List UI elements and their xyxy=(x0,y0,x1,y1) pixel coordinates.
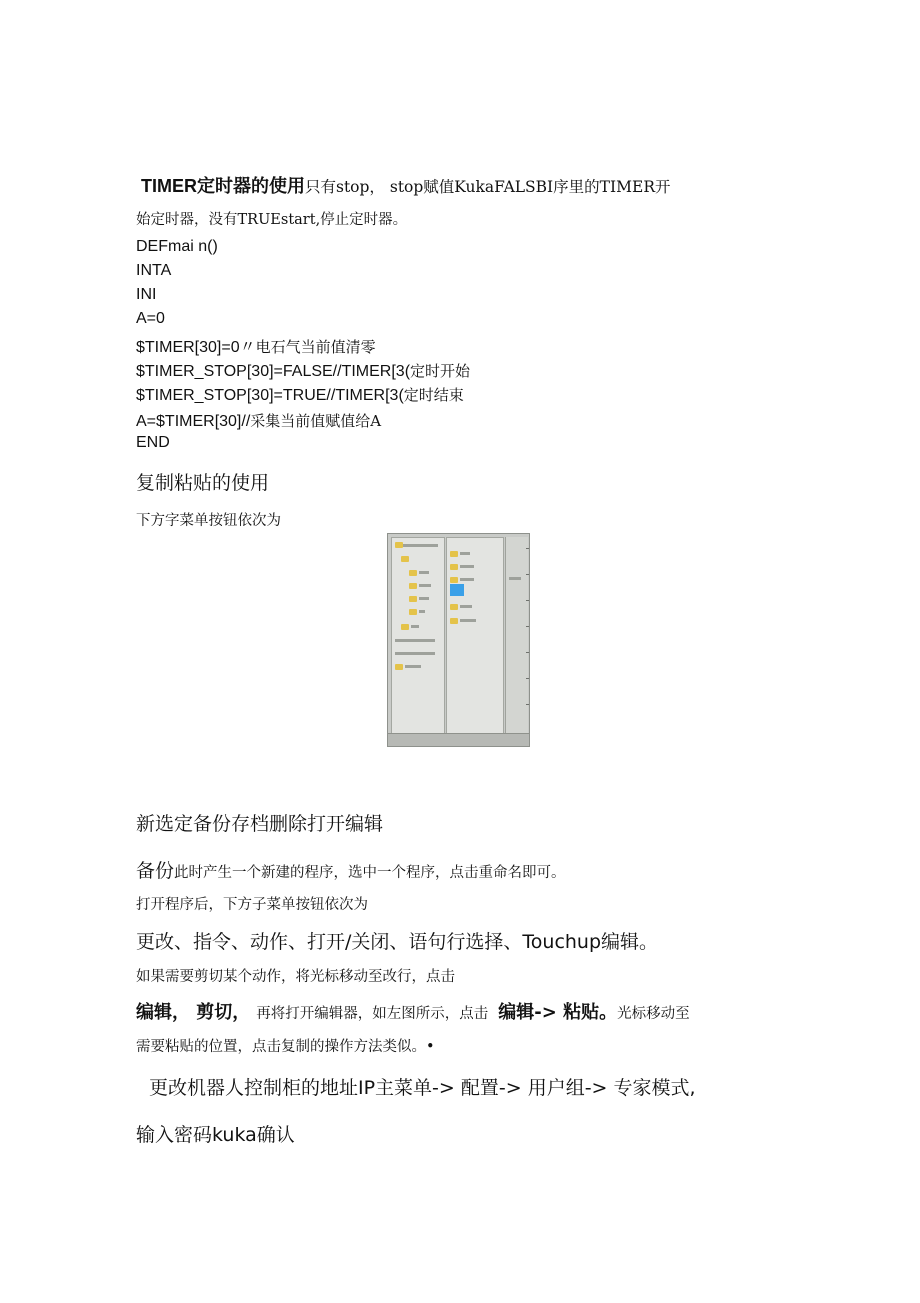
copy-paste-subtext: 下方字菜单按钮依次为 xyxy=(136,513,281,529)
folder-icon xyxy=(409,596,417,602)
bottom-softkey-bar xyxy=(388,733,530,746)
edit-paste-label: 编辑-> 粘贴。 xyxy=(498,1002,618,1023)
timer-heading-line xyxy=(141,172,671,198)
ip-line1: 更改机器人控制柜的地址IP主菜单-> 配置-> 用户组-> 专家模式, xyxy=(149,1077,696,1099)
folder-icon xyxy=(395,542,403,548)
code-line-code: A=0 xyxy=(136,310,165,327)
code-line xyxy=(136,360,470,381)
backup-desc: 此时产生一个新建的程序，选中一个程序，点击重命名即可。 xyxy=(174,865,566,881)
copy-paste-heading: 复制粘贴的使用 xyxy=(136,472,270,494)
folder-icon xyxy=(401,624,409,630)
code-line xyxy=(136,384,464,405)
file-icon xyxy=(450,618,458,624)
code-line xyxy=(136,262,171,280)
folder-tree-pane xyxy=(391,537,445,735)
code-line-comment: 电石气当前值清零 xyxy=(255,338,376,356)
code-line-code: INI xyxy=(136,286,157,303)
selected-file-highlight xyxy=(450,584,464,596)
edit-mid-text: 再将打开编辑器，如左图所示，点击 xyxy=(256,1006,489,1022)
side-button-bar xyxy=(505,537,528,733)
code-line-code: END xyxy=(136,434,170,451)
folder-icon xyxy=(409,570,417,576)
code-line-code: $TIMER_STOP[30]=FALSE//TIMER[3( xyxy=(136,363,411,380)
file-icon xyxy=(450,577,458,583)
cut-text: 如果需要剪切某个动作，将光标移动至改行，点击 xyxy=(136,969,455,985)
code-line xyxy=(136,310,165,328)
edit-line xyxy=(136,998,690,1024)
folder-icon xyxy=(409,583,417,589)
code-line-comment: 定时结束 xyxy=(403,386,464,404)
code-line-code: A=$TIMER[30]// xyxy=(136,413,251,430)
ip-line2: 输入密码kuka确认 xyxy=(136,1124,295,1146)
timer-heading-rest: 只有stop， stop赋值KukaFALSBI序里的TIMER开 xyxy=(305,178,671,196)
buttons-line: 更改、指令、动作、打开/关闭、语句行选择、Touchup编辑。 xyxy=(136,931,659,953)
code-line-code: DEFmai n() xyxy=(136,238,218,255)
code-line xyxy=(136,434,170,452)
code-line xyxy=(136,238,218,256)
folder-icon xyxy=(409,609,417,615)
edit-tail-text: 光标移动至 xyxy=(617,1006,690,1022)
code-line-code: INTA xyxy=(136,262,172,279)
code-line-code: $TIMER[30]=0〃 xyxy=(136,339,256,356)
folder-icon xyxy=(450,551,458,557)
folder-icon xyxy=(395,664,403,670)
edit-cut-label: 编辑， 剪切， xyxy=(136,1002,251,1023)
file-list-pane xyxy=(446,537,504,735)
code-line-comment: 采集当前值赋值给A xyxy=(250,412,382,430)
last-line: 需要粘贴的位置，点击复制的操作方法类似。• xyxy=(136,1039,435,1055)
code-line xyxy=(136,410,381,431)
file-icon xyxy=(450,564,458,570)
menu-heading: 新选定备份存档删除打开编辑 xyxy=(136,813,384,835)
open-text: 打开程序后，下方子菜单按钮依次为 xyxy=(136,897,368,913)
backup-line xyxy=(136,856,566,883)
code-line xyxy=(136,334,376,357)
folder-icon xyxy=(401,556,409,562)
timer-heading-bold: TIMER定时器的使用 xyxy=(141,176,305,196)
file-icon xyxy=(450,604,458,610)
code-line-code: $TIMER_STOP[30]=TRUE//TIMER[3( xyxy=(136,387,404,404)
code-line-comment: 定时开始 xyxy=(410,362,471,380)
file-manager-screenshot xyxy=(387,533,530,747)
code-line xyxy=(136,286,156,304)
backup-label: 备份 xyxy=(136,860,175,882)
timer-line2: 始定时器，没有TRUEstart,停止定时器。 xyxy=(136,212,408,228)
